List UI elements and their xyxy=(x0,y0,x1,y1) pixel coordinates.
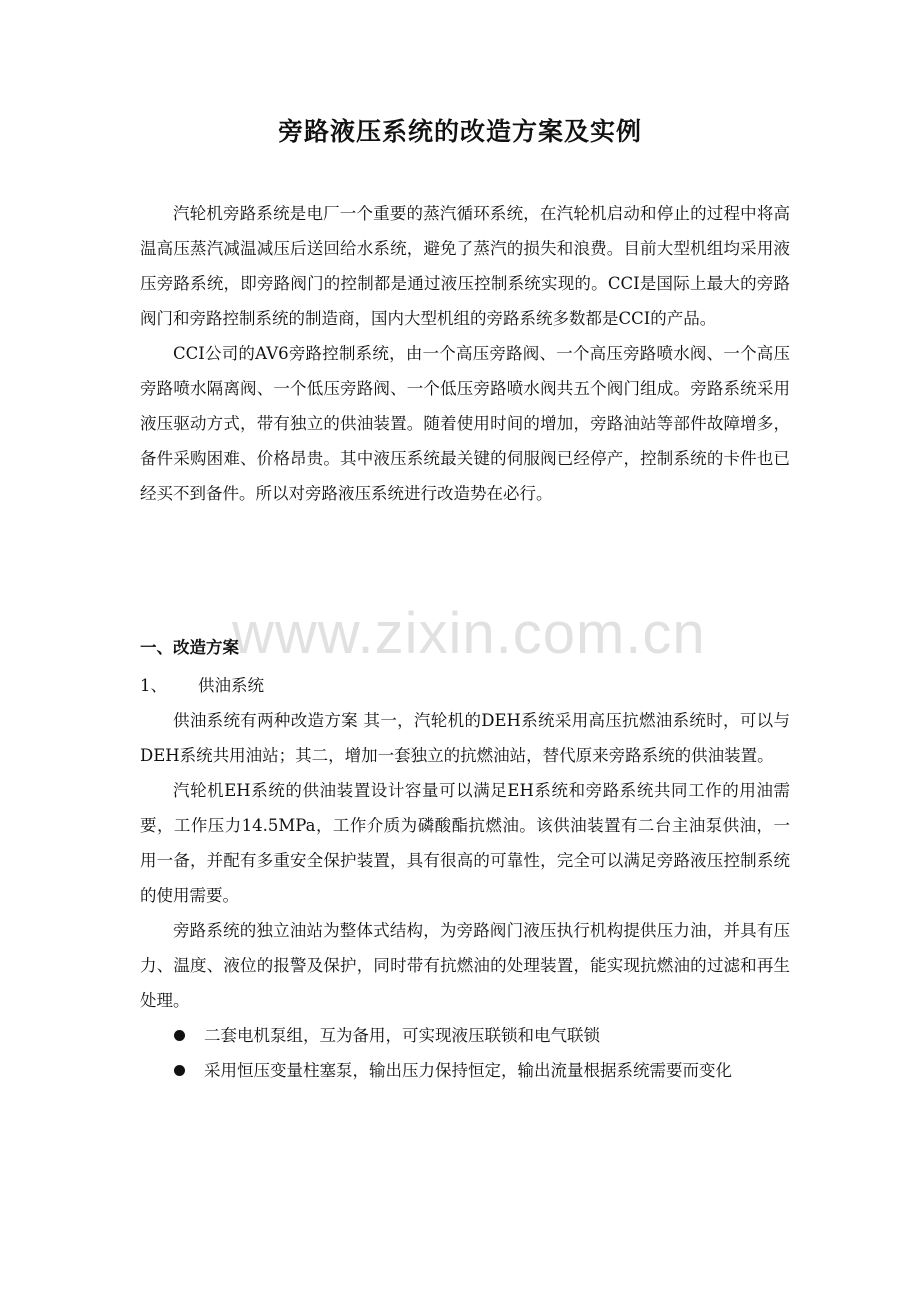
list-item xyxy=(140,1053,790,1088)
section-heading: 一、改造方案 xyxy=(140,638,239,657)
oil-supply-section xyxy=(140,703,790,1088)
list-item-text: 采用恒压变量柱塞泵，输出压力保持恒定，输出流量根据系统需要而变化 xyxy=(204,1061,732,1080)
page-title: 旁路液压系统的改造方案及实例 xyxy=(277,117,642,146)
bullet-icon xyxy=(174,1030,185,1041)
feature-list xyxy=(140,1018,790,1088)
intro-section xyxy=(140,196,790,511)
list-item-text: 二套电机泵组，互为备用，可实现液压联锁和电气联锁 xyxy=(204,1026,600,1045)
subsection-title: 供油系统 xyxy=(198,676,264,695)
bullet-icon xyxy=(174,1065,185,1076)
section-paragraph-2: 汽轮机EH系统的供油装置设计容量可以满足EH系统和旁路系统共同工作的用油需要，工作压力14.5MPa，工作介质为磷酸酯抗燃油。该供油装置有二台主油泵供油，一用一备，并配有多重安全保护装置，具有很高的可靠性，完全可以满足旁路液压控制系统的使用需要。 xyxy=(140,781,790,905)
intro-paragraph-1: 汽轮机旁路系统是电厂一个重要的蒸汽循环系统，在汽轮机启动和停止的过程中将高温高压蒸汽减温减压后送回给水系统，避免了蒸汽的损失和浪费。目前大型机组均采用液压旁路系统，即旁路阀门的控制都是通过液压控制系统实现的。CCI是国际上最大的旁路阀门和旁路控制系统的制造商，国内大型机组的旁路系统多数都是CCI的产品。 xyxy=(140,204,790,328)
section-paragraph-1: 供油系统有两种改造方案 其一，汽轮机的DEH系统采用高压抗燃油系统时，可以与DEH系统共用油站；其二，增加一套独立的抗燃油站，替代原来旁路系统的供油装置。 xyxy=(140,711,790,765)
watermark: www.zixin.com.cn xyxy=(232,601,706,666)
section-paragraph-3: 旁路系统的独立油站为整体式结构，为旁路阀门液压执行机构提供压力油，并具有压力、温度、液位的报警及保护，同时带有抗燃油的处理装置，能实现抗燃油的过滤和再生处理。 xyxy=(140,921,790,1010)
intro-paragraph-2: CCI公司的AV6旁路控制系统，由一个高压旁路阀、一个高压旁路喷水阀、一个高压旁路喷水隔离阀、一个低压旁路阀、一个低压旁路喷水阀共五个阀门组成。旁路系统采用液压驱动方式，带有独立的供油装置。随着使用时间的增加，旁路油站等部件故障增多，备件采购困难、价格昂贵。其中液压系统最关键的伺服阀已经停产，控制系统的卡件也已经买不到备件。所以对旁路液压系统进行改造势在必行。 xyxy=(140,344,790,503)
list-item xyxy=(140,1018,790,1053)
subsection-number: 1、 xyxy=(140,676,167,695)
subsection-heading xyxy=(140,668,264,703)
